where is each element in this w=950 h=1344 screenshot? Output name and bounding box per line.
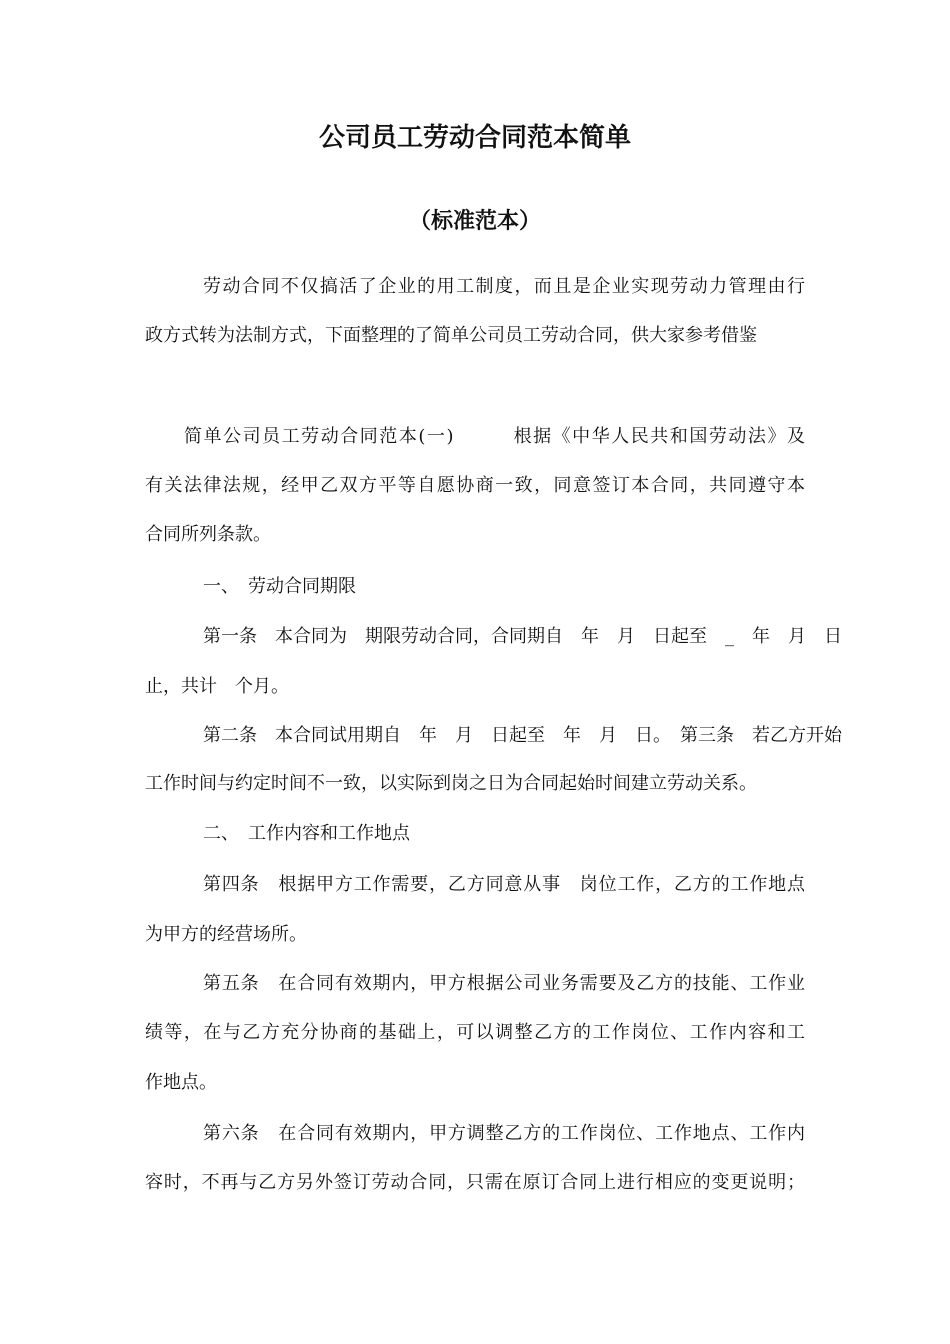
paragraph-line: 第六条 在合同有效期内，甲方调整乙方的工作岗位、工作地点、工作内 [203, 1123, 805, 1144]
paragraph-line: 第四条 根据甲方工作需要，乙方同意从事 岗位工作，乙方的工作地点 [203, 874, 805, 895]
paragraph-line: 有关法律法规，经甲乙双方平等自愿协商一致，同意签订本合同，共同遵守本 [145, 475, 805, 496]
paragraph-line: 绩等，在与乙方充分协商的基础上，可以调整乙方的工作岗位、工作内容和工 [145, 1022, 805, 1043]
paragraph-line: 工作时间与约定时间不一致，以实际到岗之日为合同起始时间建立劳动关系。 [145, 773, 757, 794]
paragraph-line: 止，共计 个月。 [145, 676, 289, 697]
paragraph-line: 作地点。 [145, 1072, 217, 1093]
paragraph-line: 劳动合同不仅搞活了企业的用工制度，而且是企业实现劳动力管理由行 [203, 276, 805, 297]
paragraph-line: 简单公司员工劳动合同范本(一) 根据《中华人民共和国劳动法》及 [184, 426, 805, 447]
section-heading: 一、 劳动合同期限 [203, 576, 356, 597]
paragraph-line: 为甲方的经营场所。 [145, 924, 307, 945]
paragraph-line: 第五条 在合同有效期内，甲方根据公司业务需要及乙方的技能、工作业 [203, 973, 805, 994]
paragraph-line: 政方式转为法制方式，下面整理的了简单公司员工劳动合同，供大家参考借鉴 [145, 325, 757, 346]
document-subtitle: （标准范本） [408, 209, 541, 234]
paragraph-line: 第二条 本合同试用期自 年 月 日起至 年 月 日。 第三条 若乙方开始 [203, 725, 842, 746]
paragraph-line: 合同所列条款。 [145, 524, 271, 545]
section-heading: 二、 工作内容和工作地点 [203, 823, 410, 844]
paragraph-line: 容时，不再与乙方另外签订劳动合同，只需在原订合同上进行相应的变更说明； [145, 1172, 805, 1193]
document-title: 公司员工劳动合同范本简单 [318, 123, 631, 153]
paragraph-line: 第一条 本合同为 期限劳动合同，合同期自 年 月 日起至 _ 年 月 日 [203, 626, 842, 647]
